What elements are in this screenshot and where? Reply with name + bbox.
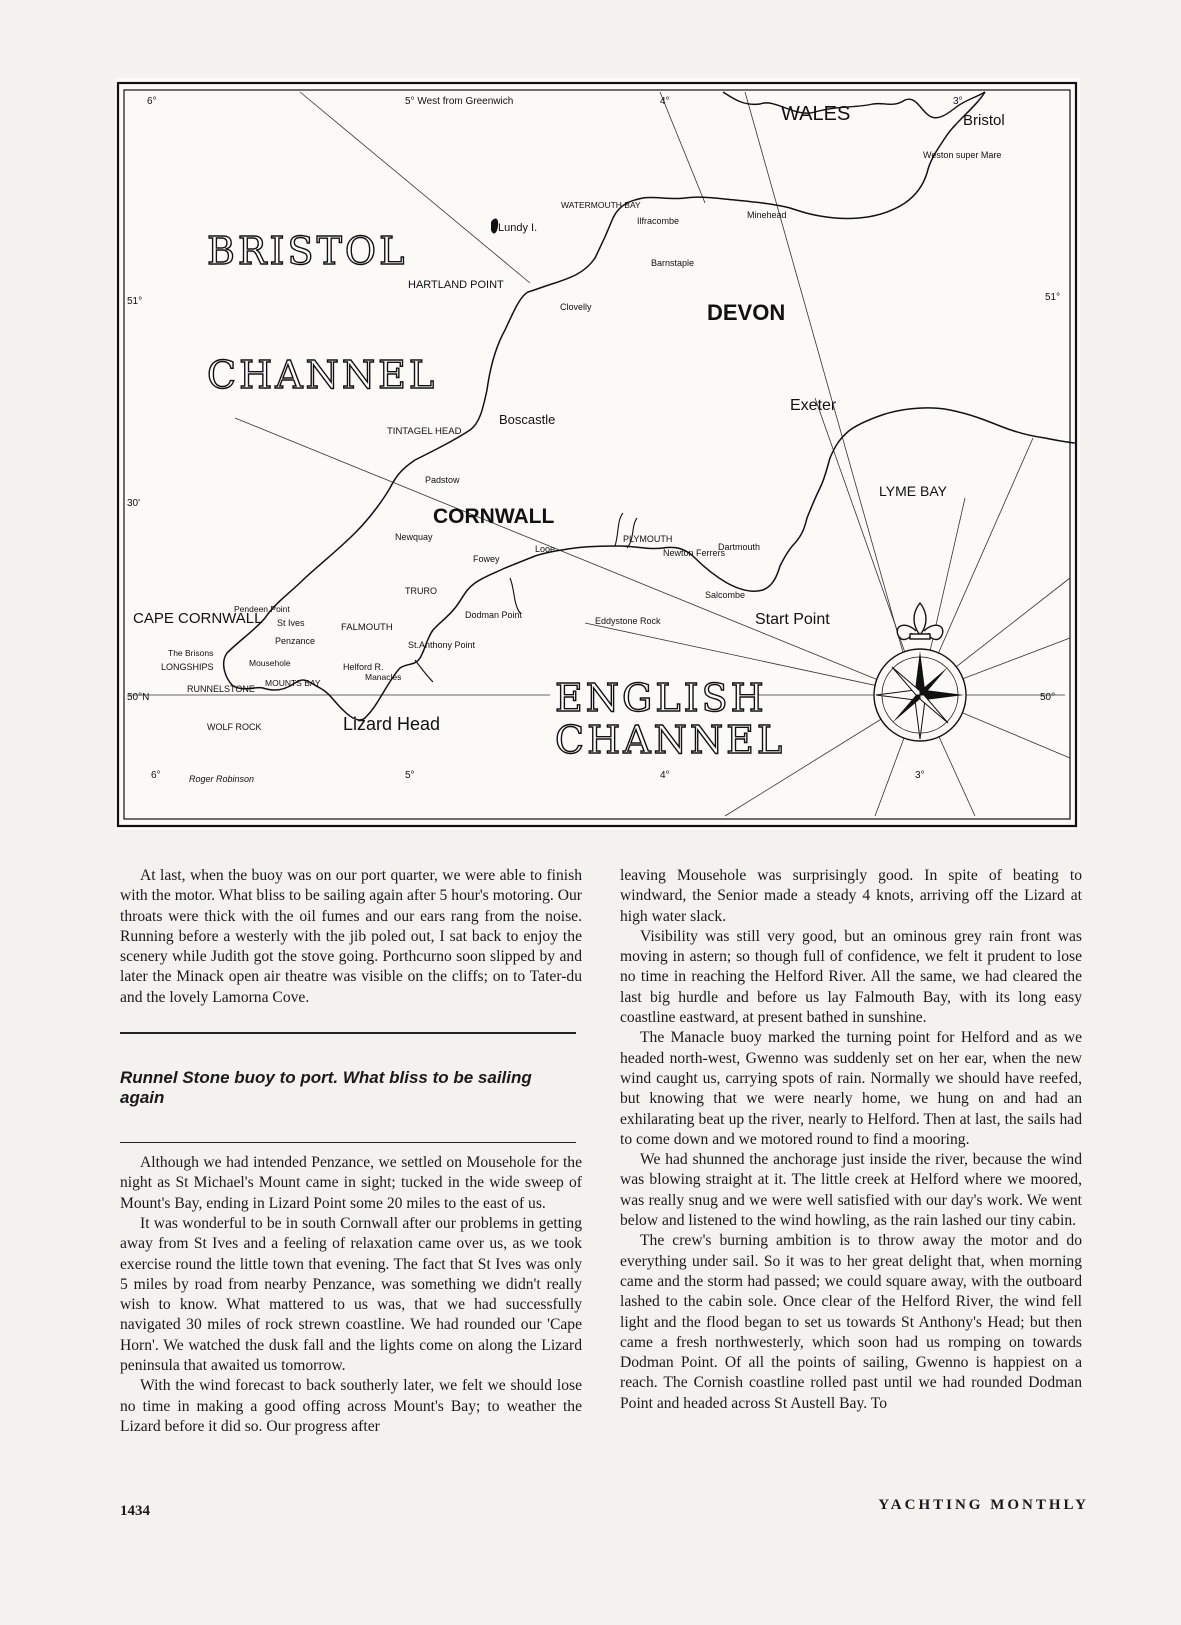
lon-label: 4°	[660, 96, 670, 107]
article-column-right	[620, 866, 1082, 1414]
paragraph: With the wind forecast to back southerly later, we felt we should lose no time in making a good offing across Mount's Bay; to weather the Lizard before it did so. Our progress after	[120, 1377, 582, 1435]
place-label: Manacles	[365, 672, 402, 682]
lon-label: 3°	[953, 96, 963, 107]
place-label: MOUNTS BAY	[265, 678, 321, 688]
place-label: St Ives	[277, 618, 305, 628]
page-number: 1434	[120, 1503, 150, 1519]
place-label: Lizard Head	[343, 714, 441, 734]
place-label: Newton Ferrers	[663, 548, 726, 558]
place-label: Newquay	[395, 532, 433, 542]
map-credit: Roger Robinson	[189, 774, 255, 784]
magazine-name: YACHTING MONTHLY	[878, 1497, 1089, 1513]
place-label: LYME BAY	[879, 483, 947, 499]
place-label: WOLF ROCK	[207, 722, 262, 732]
region-devon: DEVON	[707, 300, 786, 325]
place-label: Boscastle	[499, 412, 556, 427]
place-label: Penzance	[275, 636, 316, 646]
place-label: Bristol	[963, 112, 1005, 129]
lon-label: 4°	[660, 770, 670, 781]
sea-label-english: ENGLISH	[555, 676, 767, 720]
paragraph: leaving Mousehole was surprisingly good. In spite of beating to windward, the Senior made a steady 4 knots, arriving off the Lizard at high water slack.	[620, 867, 1082, 925]
place-label: St.Anthony Point	[408, 640, 476, 650]
region-cornwall: CORNWALL	[433, 505, 555, 528]
paragraph: At last, when the buoy was on our port quarter, we were able to finish with the motor. What bliss to be sailing again after 5 hour's motoring. Our throats were thick with the oil fumes and our ears rang from the noise. Running before a westerly with the jib poled out, I sat back to enjoy the scenery while Judith got the stove going. Porthcurno soon slipped by and later the Minack open air theatre was visible on the cliffs; on to Tater-du and the lovely Lamorna Cove.	[120, 867, 582, 1006]
place-label: FALMOUTH	[341, 622, 393, 633]
paragraph: The crew's burning ambition is to throw away the motor and do everything under sail. So it was to her great delight that, when morning came and the storm had passed; we could square away, with the outboard lashed to the cabin sole. Once clear of the Helford River, the wind fell light and the flood began to set us towards St Anthony's Head; but then came a fresh northwesterly, which soon had us romping on towards Dodman Point. Of all the points of sailing, Gwenno is happiest on a reach. The Cornish coastline rolled past until we had rounded Dodman Point and headed across St Austell Bay. To	[620, 1232, 1082, 1412]
place-label: LONGSHIPS	[161, 662, 214, 672]
place-label: CAPE CORNWALL	[133, 610, 263, 627]
place-label: Dodman Point	[465, 610, 523, 620]
paragraph: Visibility was still very good, but an ominous grey rain front was moving in astern; so though full of confidence, we felt it prudent to lose no time in reaching the Helford River. All the same, we had cleared the last big hurdle and before us lay Falmouth Bay, with its long easy coastline eastward, at present bathed in sunshine.	[620, 927, 1082, 1027]
place-label: Salcombe	[705, 590, 746, 600]
place-label: Weston super Mare	[923, 150, 1002, 160]
paragraph: Although we had intended Penzance, we settled on Mousehole for the night as St Michael's Mount came in sight; tucked in the wide sweep of Mount's Bay, ending in Lizard Point some 20 miles to the east of us.	[120, 1154, 582, 1212]
place-label: Looe	[535, 544, 556, 554]
paragraph: It was wonderful to be in south Cornwall after our problems in getting away from St Ives and a feeling of relaxation came over us, as we took exercise round the little town that evening. The fact that St Ives was only 5 miles by road from nearby Penzance, was something we didn't really wish to know. What mattered to us was, that we had successfully navigated 30 miles of rock strewn coastline. We had rounded our 'Cape Horn'. We watched the dusk fall and the lights come on along the Lizard peninsula that awaited us tomorrow.	[120, 1214, 582, 1375]
paragraph: The Manacle buoy marked the turning point for Helford and as we headed north-west, Gwenno was suddenly set on her ear, when the new wind caught us, carrying spots of rain. Normally we should have reefed, but knowing that we were nearly home, we hung on and had an exhilarating beat up the river, nearly to Helford. Then at last, the sails had to come down and we motored round to find a mooring.	[620, 1029, 1082, 1148]
region-wales: WALES	[781, 103, 851, 125]
lon-label: 3°	[915, 770, 925, 781]
place-label: Clovelly	[560, 302, 592, 312]
sea-label-channel: CHANNEL	[207, 353, 438, 397]
place-label: Start Point	[755, 611, 830, 628]
lat-label: 50°	[1040, 692, 1056, 703]
place-label: Ilfracombe	[637, 216, 680, 226]
lat-label: 51°	[1045, 292, 1061, 303]
paragraph: We had shunned the anchorage just inside the river, because the wind was blowing straight at it. The little creek at Helford where we moored, was really snug and we were well satisfied with our day's work. We went below and listened to the wind howling, as the rain lashed our tiny cabin.	[620, 1151, 1082, 1230]
pull-quote: Runnel Stone buoy to port. What bliss to be sailing again	[120, 1068, 532, 1108]
divider	[120, 1142, 576, 1143]
lat-label: 30'	[127, 498, 141, 509]
place-label: Mousehole	[249, 658, 291, 668]
divider	[120, 1032, 576, 1034]
lon-label: 5° West from Greenwich	[405, 96, 514, 107]
lon-label: 6°	[147, 96, 157, 107]
place-label: Fowey	[473, 554, 500, 564]
article-column-left	[120, 866, 582, 1437]
place-label: Helford R.	[343, 662, 384, 672]
place-label: HARTLAND POINT	[408, 279, 504, 291]
lat-label: 51°	[127, 296, 143, 307]
sea-label-channel-2: CHANNEL	[555, 718, 786, 762]
place-label: TRURO	[405, 586, 437, 596]
place-label: Eddystone Rock	[595, 616, 661, 626]
place-label: PLYMOUTH	[623, 534, 673, 544]
place-label: Barnstaple	[651, 258, 695, 268]
lon-label: 5°	[405, 770, 415, 781]
lon-label: 6°	[151, 770, 161, 781]
place-label: Pendeen Point	[234, 604, 290, 614]
place-label: WATERMOUTH BAY	[561, 200, 641, 210]
place-label: RUNNELSTONE	[187, 684, 255, 694]
place-label: The Brisons	[168, 648, 214, 658]
place-label: Exeter	[790, 397, 837, 414]
place-label: Padstow	[425, 475, 460, 485]
place-label: TINTAGEL HEAD	[387, 426, 462, 437]
place-label: Lundy I.	[498, 222, 538, 234]
place-label: Dartmouth	[718, 542, 761, 552]
map-svg	[115, 78, 1080, 830]
map-figure	[115, 78, 1080, 830]
sea-label-bristol: BRISTOL	[207, 229, 408, 273]
place-label: Minehead	[747, 210, 787, 220]
lat-label: 50°N	[127, 692, 150, 703]
